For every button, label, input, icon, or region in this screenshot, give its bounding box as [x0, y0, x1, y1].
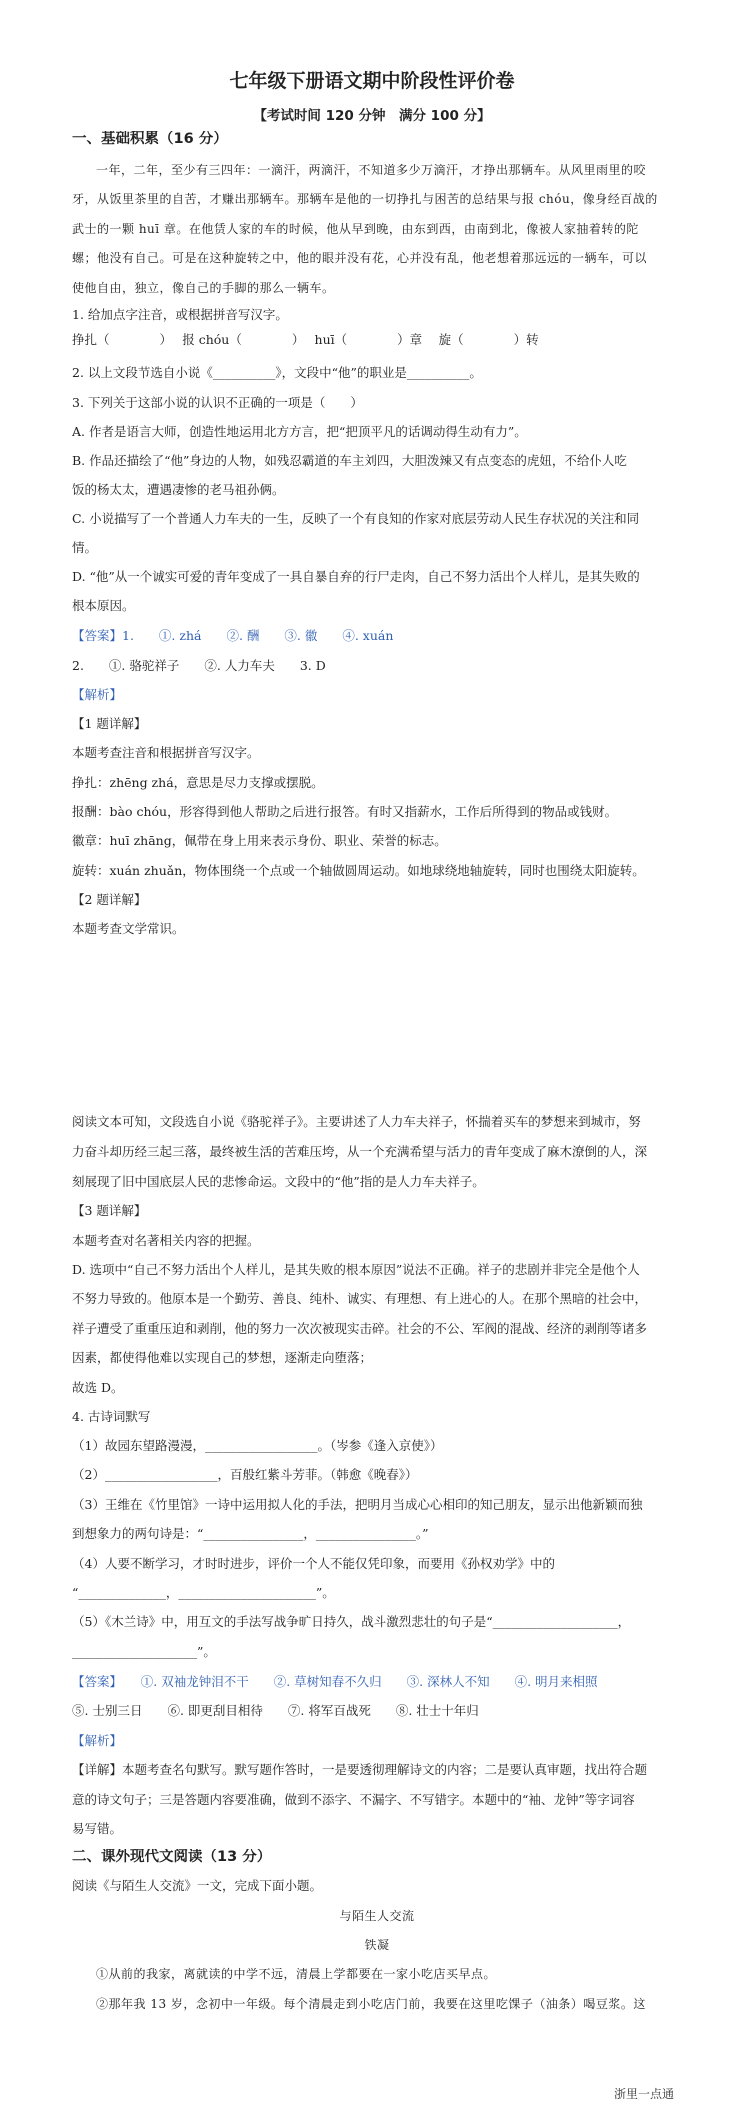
poem-blank: 到想象力的两句诗是：“________________，________________。”: [72, 1526, 429, 1541]
question-3: 3. 下列关于这部小说的认识不正确的一项是（ ）: [72, 395, 363, 410]
article-paragraph: ①从前的我家，离就读的中学不远，清晨上学都要在一家小吃店买早点。: [96, 1967, 497, 1981]
analysis-text: 【详解】本题考查名句默写。默写题作答时，一是要透彻理解诗文的内容；二是要认真审题，找出符合题: [72, 1762, 648, 1777]
analysis-text: 阅读文本可知，文段选自小说《骆驼祥子》。主要讲述了人力车夫祥子，怀揣着买车的梦想来到城市，努: [72, 1114, 641, 1129]
question-2: 2. 以上文段节选自小说《__________》，文段中“他”的职业是__________。: [72, 365, 482, 380]
section-heading-reading: 二、课外现代文阅读（13 分）: [72, 1849, 272, 1865]
analysis-text: D. 选项中“自己不努力活出个人样儿，是其失败的根本原因”说法不正确。祥子的悲剧并非完全是他个人: [72, 1262, 640, 1277]
option-b: B. 作品还描绘了“他”身边的人物，如残忍霸道的车主刘四，大胆泼辣又有点变态的虎妞，不给仆人吃: [72, 453, 627, 468]
question-1-blanks: 挣扎（ ） 报 chóu（ ） huī（ ）章 旋（ ）转: [72, 332, 539, 347]
analysis-text: 报酬：bào chóu，形容得到他人帮助之后进行报答。有时又指薪水，工作后所得到的物品或钱财。: [72, 804, 618, 819]
question-1: 1. 给加点字注音，或根据拼音写汉字。: [72, 307, 288, 322]
option-c: C. 小说描写了一个普通人力车夫的一生，反映了一个有良知的作家对底层劳动人民生存状况的关注和同: [72, 511, 640, 526]
passage-line: 一年，二年，至少有三四年：一滴汗，两滴汗，不知道多少万滴汗，才挣出那辆车。从风里雨里的咬: [96, 163, 647, 177]
poem-blank: （1）故园东望路漫漫，__________________。（岑参《逢入京使》）: [72, 1438, 443, 1453]
analysis-text: 挣扎：zhēng zhá，意思是尽力支撑或摆脱。: [72, 775, 324, 790]
article-author: 铁凝: [364, 1938, 390, 1952]
detail-heading: 【1 题详解】: [72, 716, 147, 731]
analysis-text: 故选 D。: [72, 1380, 124, 1395]
poem-blank: ____________________”。: [72, 1644, 216, 1659]
analysis-label: 【解析】: [72, 1733, 123, 1748]
analysis-text: 不努力导致的。他原本是一个勤劳、善良、纯朴、诚实、有理想、有上进心的人。在那个黑暗的社会中，: [72, 1291, 648, 1306]
analysis-text: 旋转：xuán zhuǎn，物体围绕一个点或一个轴做圆周运动。如地球绕地轴旋转，同时也围绕太阳旋转。: [72, 863, 645, 878]
page-title: 七年级下册语文期中阶段性评价卷: [229, 70, 515, 92]
analysis-text: 力奋斗却历经三起三落，最终被生活的苦难压垮，从一个充满希望与活力的青年变成了麻木潦倒的人，深: [72, 1144, 648, 1159]
question-4: 4. 古诗词默写: [72, 1409, 151, 1424]
answer-line: 【答案】1. ①. zhá ②. 酬 ③. 徽 ④. xuán: [72, 628, 394, 643]
section-heading-basics: 一、基础积累（16 分）: [72, 131, 228, 147]
exam-info: 【考试时间 120 分钟 满分 100 分】: [253, 108, 491, 124]
passage-line: 武士的一颗 huī 章。在他赁人家的车的时候，他从早到晚，由东到西，由南到北，像被人家抽着转的陀: [72, 222, 639, 236]
option-d: 根本原因。: [72, 598, 135, 613]
option-a: A. 作者是语言大师，创造性地运用北方方言，把“把顶平凡的话调动得生动有力”。: [72, 424, 527, 439]
article-paragraph: ②那年我 13 岁，念初中一年级。每个清晨走到小吃店门前，我要在这里吃馃子（油条）喝豆浆。这: [96, 1997, 646, 2011]
detail-heading: 【3 题详解】: [72, 1203, 147, 1218]
poem-blank: （3）王维在《竹里馆》一诗中运用拟人化的手法，把明月当成心心相印的知己朋友，显示出他新颖而独: [72, 1497, 643, 1512]
analysis-text: 本题考查注音和根据拼音写汉字。: [72, 745, 260, 760]
analysis-text: 意的诗文句子；三是答题内容要准确，做到不添字、不漏字、不写错字。本题中的“袖、龙钟”等字词容: [72, 1792, 635, 1807]
passage-line: 螺；他没有自己。可是在这种旋转之中，他的眼并没有花，心并没有乱，他老想着那远远的一辆车，可以: [72, 251, 648, 265]
passage-line: 牙，从饭里茶里的自苦，才赚出那辆车。那辆车是他的一切挣扎与困苦的总结果与报 chóu，像身经百战的: [72, 192, 658, 206]
poem-blank: “______________，______________________”。: [72, 1585, 335, 1600]
analysis-text: 祥子遭受了重重压迫和剥削，他的努力一次次被现实击碎。社会的不公、军阀的混战、经济的剥削等诸多: [72, 1321, 648, 1336]
poem-blank: （2）__________________，百般红紫斗芳菲。（韩愈《晚春》）: [72, 1467, 418, 1482]
watermark-footer: 浙里一点通: [613, 2087, 674, 2101]
option-b: 饭的杨太太，遭遇凄惨的老马祖孙俩。: [72, 482, 285, 497]
analysis-text: 本题考查文学常识。: [72, 921, 185, 936]
answer-line: ⑤. 士别三日 ⑥. 即更刮目相待 ⑦. 将军百战死 ⑧. 壮士十年归: [72, 1703, 479, 1718]
analysis-text: 本题考查对名著相关内容的把握。: [72, 1233, 260, 1248]
reading-instruction: 阅读《与陌生人交流》一文，完成下面小题。: [72, 1878, 323, 1893]
analysis-label: 【解析】: [72, 687, 123, 702]
analysis-text: 因素，都使得他难以实现自己的梦想，逐渐走向堕落；: [72, 1350, 373, 1365]
answer-line: 2. ①. 骆驼祥子 ②. 人力车夫 3. D: [72, 658, 326, 673]
detail-heading: 【2 题详解】: [72, 892, 147, 907]
option-d: D. “他”从一个诚实可爱的青年变成了一具自暴自弃的行尸走肉，自己不努力活出个人样儿，是其失败的: [72, 569, 640, 584]
poem-blank: （4）人要不断学习，才时时进步，评价一个人不能仅凭印象，而要用《孙权劝学》中的: [72, 1556, 555, 1571]
poem-blank: （5）《木兰诗》中，用互文的手法写战争旷日持久，战斗激烈悲壮的句子是“____________________，: [72, 1614, 631, 1629]
answer-line: 【答案】 ①. 双袖龙钟泪不干 ②. 草树知春不久归 ③. 深林人不知 ④. 明月来相照: [72, 1674, 598, 1689]
article-title: 与陌生人交流: [339, 1909, 415, 1923]
passage-line: 使他自由，独立，像自己的手脚的那么一辆车。: [72, 281, 335, 295]
analysis-text: 易写错。: [72, 1821, 123, 1836]
analysis-text: 徽章：huī zhāng，佩带在身上用来表示身份、职业、荣誉的标志。: [72, 833, 447, 848]
analysis-text: 刻展现了旧中国底层人民的悲惨命运。文段中的“他”指的是人力车夫祥子。: [72, 1174, 485, 1189]
option-c: 情。: [72, 540, 98, 555]
